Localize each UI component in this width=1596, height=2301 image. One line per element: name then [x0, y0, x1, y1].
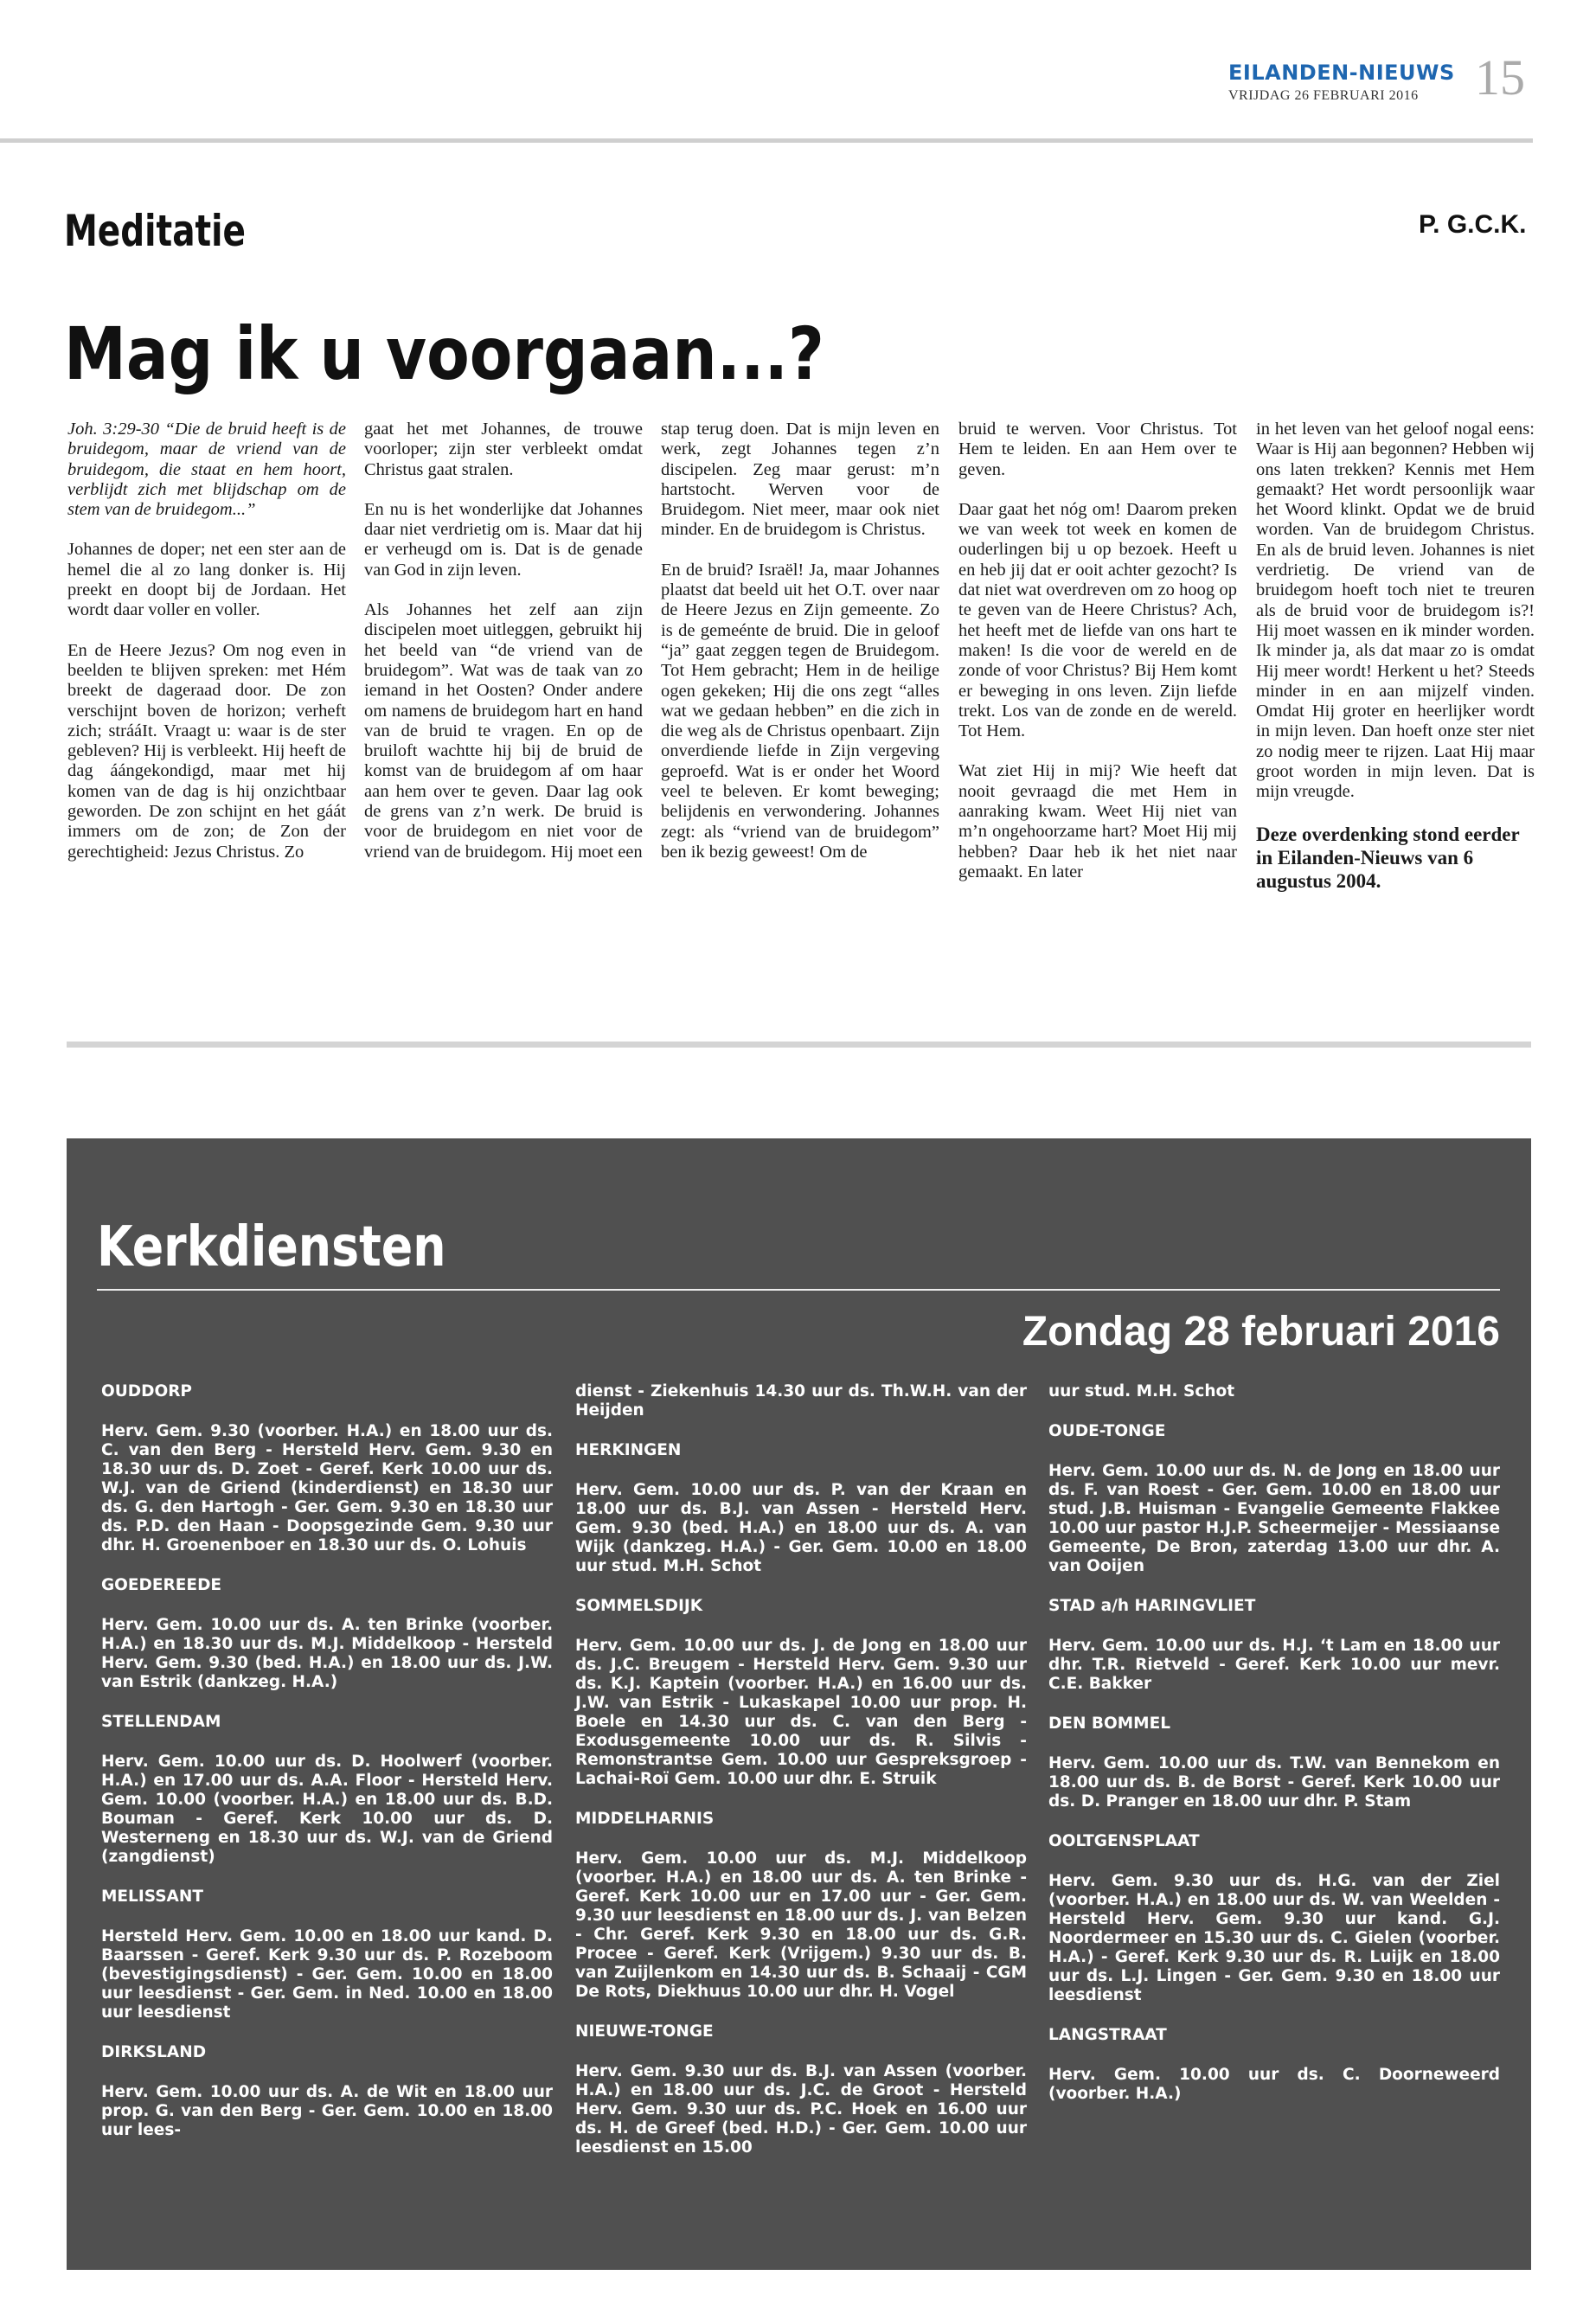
scripture-quote: Joh. 3:29-30 “Die de bruid heeft is de bruidegom, maar de vriend van de bruidegom, die staat en hem hoort, verblijdt zich met blijdschap om de stem van de bruidegom...” — [67, 420, 346, 520]
paragraph: En nu is het wonderlijke dat Johannes daar niet verdrietig om is. Maar dat hij er verheugd om is. Dat is de genade van God in zijn leven. — [364, 499, 643, 580]
village-heading: STAD a/h HARINGVLIET — [1048, 1597, 1256, 1615]
header-divider — [0, 138, 1533, 143]
village-heading: LANGSTRAAT — [1048, 2026, 1167, 2044]
service-listing: Herv. Gem. 10.00 uur ds. M.J. Middelkoop (voorber. H.A.) en 18.00 uur ds. A. ten Brinke - Geref. Kerk 10.00 uur en 17.00 uur - Ger. Gem. 9.30 uur leesdienst en 18.00 uur ds. J. van Belzen - Chr. Geref. Kerk 9.30 en 18.00 uur ds. G.R. Procee - Geref. Kerk (Vrijgem.) 9.30 uur ds. B. van Zuijlenkom en 14.30 uur ds. B. Schaaij - CGM De Rots, Diekhuus 10.00 uur dhr. H. Vogel — [575, 1849, 1027, 2001]
service-listing: Herv. Gem. 10.00 uur ds. N. de Jong en 18.00 uur ds. F. van Roest - Ger. Gem. 10.00 en 18.00 uur stud. J.B. Huisman - Evangelie Gemeente Flakkee 10.00 uur pastor H.J.P. Scheermeijer - Messiaanse Gemeente, De Bron, zaterdag 13.00 uur dhr. A. van Ooijen — [1048, 1462, 1500, 1575]
kerkdiensten-title: Kerkdiensten — [97, 1215, 446, 1279]
paragraph: Wat ziet Hij in mij? Wie heeft dat nooit gevraagd die met Hem in aanraking kwam. Weet Hij niet van m’n ongehoorzame hart? Moet Hij mij hebben? Daar heb ik het niet naar gemaakt. En later — [958, 761, 1237, 881]
paragraph: En de Heere Jezus? Om nog even in beelden te blijven spreken: met Hém breekt de dageraad door. De zon verschijnt boven de horizon; verheft zich; strááIt. Vraagt u: waar is de ster gebleven? Hij is verbleekt. Hij heeft de dag áángekondigd, maar met hij komen van de dag is hij onzichtbaar geworden. De zon schijnt en het gáát immers om de zon; de Zon der gerechtigheid: Jezus Christus. Zo — [67, 640, 346, 862]
paragraph: Daar gaat het nóg om! Daarom preken we van week tot week en komen de ouderlingen bij u op bezoek. Heeft u en heb jij dat er ooit achter gezocht? Is dat niet wat overdreven om zo hoog op te geven van de Heere Christus? Ach, het heeft met de liefde van ons hart te maken! Is die voor de wereld en de zonde of voor Christus? Bij Hem komt er beweging in ons leven. Zijn liefde trekt. Los van de zonde en de wereld. Tot Hem. — [958, 499, 1237, 741]
article-column-2 — [364, 420, 643, 882]
service-listing: Herv. Gem. 10.00 uur ds. C. Doorneweerd (voorber. H.A.) — [1048, 2066, 1500, 2103]
article-author: P. G.C.K. — [1419, 210, 1527, 239]
village-heading: SOMMELSDIJK — [575, 1597, 703, 1615]
issue-date: VRIJDAG 26 FEBRUARI 2016 — [1228, 88, 1419, 103]
page-number: 15 — [1475, 49, 1525, 106]
kerkdiensten-date: Zondag 28 februari 2016 — [1022, 1309, 1500, 1355]
village-heading: DIRKSLAND — [101, 2043, 207, 2061]
service-listing: Herv. Gem. 10.00 uur ds. J. de Jong en 18.00 uur ds. J.C. Breugem - Hersteld Herv. Gem. 9.30 uur ds. K.J. Kaptein (voorber. H.A.) en 16.00 uur ds. J.W. van Estrik - Lukaskapel 10.00 uur prop. H. Boele en 14.30 uur ds. C. van den Berg - Exodusgemeente 10.00 uur ds. R. Silvis - Remonstrantse Gem. 10.00 uur Gespreksgroep - Lachai-Roï Gem. 10.00 uur dhr. E. Struik — [575, 1637, 1027, 1788]
section-divider — [67, 1042, 1531, 1048]
village-heading: DEN BOMMEL — [1048, 1715, 1170, 1733]
village-heading: HERKINGEN — [575, 1441, 682, 1459]
service-listing: Herv. Gem. 10.00 uur ds. A. ten Brinke (voorber. H.A.) en 18.30 uur ds. M.J. Middelkoop - Hersteld Herv. Gem. 9.30 (bed. H.A.) en 18.00 uur ds. J.W. van Estrik (dankzeg. H.A.) — [101, 1616, 553, 1691]
service-listing: Herv. Gem. 9.30 uur ds. B.J. van Assen (voorber. H.A.) en 18.00 uur ds. J.C. de Groot - Hersteld Herv. Gem. 9.30 uur ds. P.C. Hoek en 16.00 uur ds. H. de Greef (bed. H.D.) - Ger. Gem. 10.00 uur leesdienst en 15.00 — [575, 2062, 1027, 2157]
village-heading: OUDE-TONGE — [1048, 1422, 1166, 1440]
paragraph: in het leven van het geloof nogal eens: Waar is Hij aan begonnen? Hebben wij ons laten trekken? Kennis met Hem gemaakt? Het wordt persoonlijk waar het Woord klinkt. Opdat we de bruid worden. Van de bruidegom Christus. En als de bruid leven. Johannes is niet verdrietig. De vriend van de bruidegom hoeft toch niet te treuren als de bruid voor de bruidegom is?! Hij moet wassen en ik minder worden. Ik minder ja, als dat maar zo is omdat Hij meer wordt! Herkent u het? Steeds minder in en aan mijzelf vinden. Omdat Hij groter en heerlijker wordt in mijn leven. Dan hoeft onze ster niet zo nodig meer te rijzen. Laat Hij maar groot worden in mijn leven. Dat is mijn vreugde. — [1256, 420, 1535, 802]
service-listing: uur stud. M.H. Schot — [1048, 1382, 1235, 1400]
service-listing: Herv. Gem. 10.00 uur ds. T.W. van Bennekom en 18.00 uur ds. B. de Borst - Geref. Kerk 10.00 uur ds. D. Pranger en 18.00 uur dhr. P. Stam — [1048, 1754, 1500, 1811]
service-listing: Hersteld Herv. Gem. 10.00 en 18.00 uur kand. D. Baarssen - Geref. Kerk 9.30 uur ds. P. Rozeboom (bevestigingsdienst) - Ger. Gem. 10.00 en 18.00 uur leesdienst - Ger. Gem. in Ned. 10.00 en 18.00 uur leesdienst — [101, 1927, 553, 2022]
services-column-3 — [1048, 1382, 1500, 2125]
paragraph: Als Johannes het zelf aan zijn discipelen moet uitleggen, gebruikt hij het beeld van “de vriend van de bruidegom”. Wat was de taak van zo iemand in het Oosten? Onder andere om namens de bruidegom hart en hand van de bruid te vragen. En op de bruiloft wachtte hij bij de bruid de komst van de bruidegom af om haar aan hem over te geven. Daar lag ook de grens van z’n werk. De bruid is voor de bruidegom en niet voor de vriend van de bruidegom. Hij moet een — [364, 600, 643, 862]
masthead-logo: EILANDEN-NIEUWS — [1228, 61, 1455, 85]
section-title: Meditatie — [64, 206, 246, 256]
paragraph: bruid te werven. Voor Christus. Tot Hem te leiden. En aan Hem over te geven. — [958, 420, 1237, 479]
village-heading: GOEDEREEDE — [101, 1576, 222, 1594]
paragraph: En de bruid? Israël! Ja, maar Johannes plaatst dat beeld uit het O.T. over naar de Heere Jezus en Zijn gemeente. Zo is de gemeénte de bruid. Die in geloof “ja” gaat zeggen tegen de Bruidegom. Tot Hem gebracht; Hem in de heilige ogen gekeken; Hij die ons zegt “alles wat we gedaan hebben” en die zich in die weg als de Christus openbaart. Zijn onverdiende liefde in Zijn vergeving geproefd. Wat is er onder het Woord veel te beleven. Er komt beweging; belijdenis en verwondering. Johannes zegt: als “vriend van de bruidegom” ben ik bezig geweest! Om de — [661, 560, 939, 862]
services-column-1 — [101, 1382, 553, 2161]
source-note: Deze overdenking stond eerder in Eilanden-Nieuws van 6 augustus 2004. — [1256, 823, 1520, 892]
service-listing: dienst - Ziekenhuis 14.30 uur ds. Th.W.H. van der Heijden — [575, 1382, 1027, 1420]
service-listing: Herv. Gem. 10.00 uur ds. H.J. ‘t Lam en 18.00 uur dhr. T.R. Rietveld - Geref. Kerk 10.00 uur mevr. C.E. Bakker — [1048, 1637, 1500, 1693]
article-column-4 — [958, 420, 1237, 902]
article-column-1 — [67, 420, 346, 882]
village-heading: MIDDELHARNIS — [575, 1810, 715, 1828]
service-listing: Herv. Gem. 9.30 (voorber. H.A.) en 18.00 uur ds. C. van den Berg - Hersteld Herv. Gem. 9.30 en 18.30 uur ds. D. Zoet - Geref. Kerk 10.00 uur ds. W.J. van de Griend (kinderdienst) en 18.30 uur ds. G. den Hartogh - Ger. Gem. 9.30 en 18.30 uur ds. P.D. den Haan - Doopsgezinde Gem. 9.30 uur dhr. H. Groenenboer en 18.30 uur ds. O. Lohuis — [101, 1422, 553, 1554]
kerkdiensten-divider — [97, 1289, 1500, 1291]
article-headline: Mag ik u voorgaan...? — [64, 311, 824, 396]
article-column-3 — [661, 420, 939, 882]
paragraph: Johannes de doper; net een ster aan de hemel die al zo lang donker is. Hij preekt en doopt bij de Jordaan. Het wordt daar voller en voller. — [67, 540, 346, 620]
service-listing: Herv. Gem. 9.30 uur ds. H.G. van der Ziel (voorber. H.A.) en 18.00 uur ds. W. van Weelden - Hersteld Herv. Gem. 9.30 uur kand. G.J. Noordermeer en 15.30 uur ds. C. Gielen (voorber. H.A.) - Geref. Kerk 9.30 uur ds. R. Luijk en 18.00 uur ds. L.J. Lingen - Ger. Gem. 9.30 en 18.00 uur leesdienst — [1048, 1872, 1500, 2004]
services-column-2 — [575, 1382, 1027, 2178]
service-listing: Herv. Gem. 10.00 uur ds. D. Hoolwerf (voorber. H.A.) en 17.00 uur ds. A.A. Floor - Hersteld Herv. Gem. 10.00 (voorber. H.A.) en 18.00 uur ds. B.D. Bouman - Geref. Kerk 10.00 uur ds. D. Westerneng en 18.30 uur ds. W.J. van de Griend (zangdienst) — [101, 1753, 553, 1866]
village-heading: OUDDORP — [101, 1382, 192, 1400]
village-heading: NIEUWE-TONGE — [575, 2022, 714, 2041]
village-heading: STELLENDAM — [101, 1713, 221, 1731]
village-heading: MELISSANT — [101, 1888, 203, 1906]
paragraph: gaat het met Johannes, de trouwe voorloper; zijn ster verbleekt omdat Christus gaat stralen. — [364, 420, 643, 479]
service-listing: Herv. Gem. 10.00 uur ds. P. van der Kraan en 18.00 uur ds. B.J. van Assen - Hersteld Herv. Gem. 9.30 (bed. H.A.) en 18.00 uur ds. A. van Wijk (dankzeg. H.A.) - Ger. Gem. 10.00 en 18.00 uur stud. M.H. Schot — [575, 1481, 1027, 1575]
article-column-5 — [1256, 420, 1535, 913]
village-heading: OOLTGENSPLAAT — [1048, 1832, 1200, 1850]
paragraph: stap terug doen. Dat is mijn leven en werk, zegt Johannes tegen z’n discipelen. Zeg maar gerust: m’n hartstocht. Werven voor de Bruidegom. Niet meer, maar ook niet minder. En de bruidegom is Christus. — [661, 420, 939, 540]
service-listing: Herv. Gem. 10.00 uur ds. A. de Wit en 18.00 uur prop. G. van den Berg - Ger. Gem. 10.00 en 18.00 uur lees- — [101, 2083, 553, 2139]
